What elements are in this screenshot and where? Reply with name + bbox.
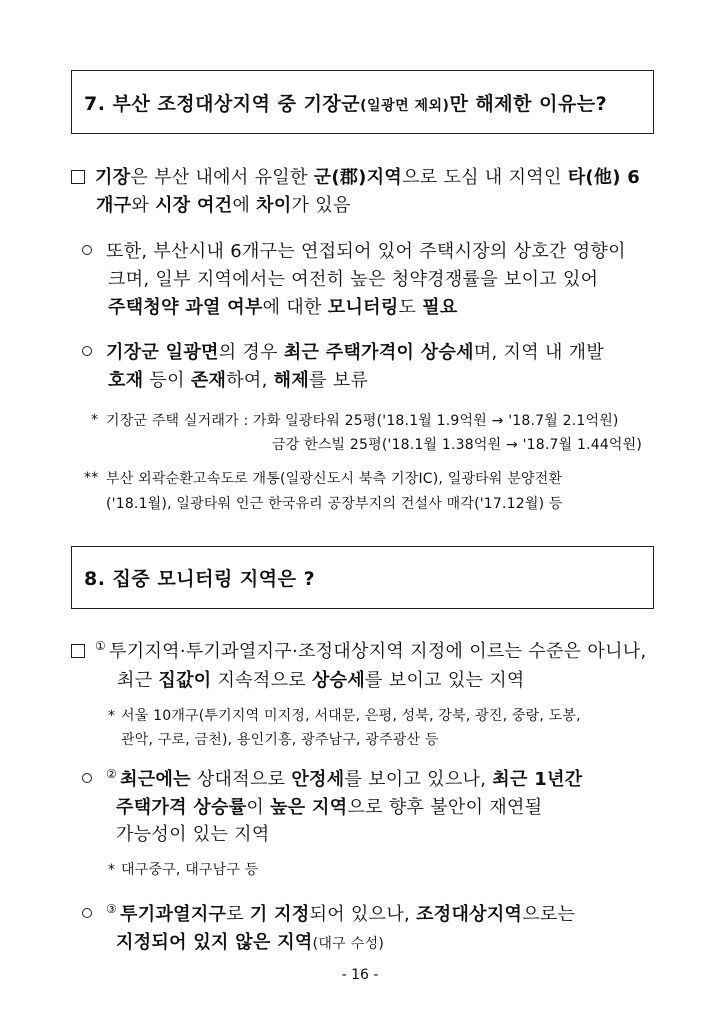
- s8-item1-note-line2: 관악, 구로, 금천), 용인기흥, 광주남구, 광주광산 등: [121, 732, 439, 748]
- s7-note1-line2: 금강 한스빌 25평('18.1월 1.38억원 → '18.7월 1.44억원): [272, 437, 643, 453]
- s7-note1-mark: *: [91, 412, 99, 428]
- circle-bullet-icon: [82, 908, 92, 918]
- s8-item1-note-line1: 서울 10개구(투기지역 미지정, 서대문, 은평, 성북, 강북, 광진, 중랑, 도봉,: [121, 708, 581, 724]
- s8-item1-line1: ① 투기지역·투기과열지구·조정대상지역 지정에 이르는 수준은 아니나,: [71, 637, 646, 663]
- circled-number-3: ③: [106, 902, 118, 916]
- s8-item2-note-mark: *: [108, 862, 116, 878]
- circle-bullet-icon: [82, 346, 92, 356]
- s7-sub1-line1: 또한, 부산시내 6개구는 연접되어 있어 주택시장의 상호간 영향이: [82, 237, 626, 263]
- s7-sub2-line2: 호재 등이 존재하여, 해제를 보류: [108, 370, 369, 391]
- s8-item2-line2: 주택가격 상승률이 높은 지역으로 향후 불안이 재연될: [116, 797, 543, 818]
- square-bullet-icon: [71, 644, 85, 658]
- s7-note2-line1: 부산 외곽순환고속도로 개통(일광신도시 북측 기장IC), 일광타워 분양전환: [106, 471, 563, 487]
- s8-item1-line2: 최근 집값이 지속적으로 상승세를 보이고 있는 지역: [117, 670, 525, 691]
- circle-bullet-icon: [82, 773, 92, 783]
- s7-note1-line1: 기장군 주택 실거래가 : 가화 일광타워 25평('18.1월 1.9억원 → '18.7월 2.1억원): [106, 413, 619, 429]
- section8-heading: 8. 집중 모니터링 지역은 ?: [84, 568, 316, 590]
- s7-bullet1-line2: 개구와 시장 여건에 차이가 있음: [96, 195, 351, 216]
- s7-note2-mark: **: [84, 470, 99, 486]
- circled-number-1: ①: [95, 639, 107, 653]
- s8-item2-note-line1: 대구중구, 대구남구 등: [121, 862, 259, 878]
- s7-sub1-line2: 크며, 일부 지역에서는 여전히 높은 청약경쟁률을 보이고 있어: [108, 269, 599, 290]
- s7-note2-line2: ('18.1월), 일광타워 인근 한국유리 공장부지의 건설사 매각('17.12월) 등: [106, 496, 563, 512]
- s7-sub2-line1: 기장군 일광면의 경우 최근 주택가격이 상승세며, 지역 내 개발: [82, 338, 604, 364]
- s8-item3-line1: ③ 투기과열지구로 기 지정되어 있으나, 조정대상지역으로는: [82, 900, 575, 926]
- square-bullet-icon: [71, 170, 85, 184]
- circled-number-2: ②: [106, 767, 118, 781]
- page-number: - 16 -: [341, 967, 379, 983]
- s8-item3-line2: 지정되어 있지 않은 지역(대구 수성): [116, 932, 385, 953]
- section8-heading-box: [71, 546, 654, 609]
- s7-bullet1-line1: 기장은 부산 내에서 유일한 군(郡)지역으로 도심 내 지역인 타(他) 6: [71, 163, 640, 189]
- circle-bullet-icon: [82, 245, 92, 255]
- section7-heading-box: [71, 70, 654, 134]
- s8-item2-line3: 가능성이 있는 지역: [116, 824, 270, 845]
- s8-item1-note-mark: *: [108, 708, 116, 724]
- section7-heading: 7. 부산 조정대상지역 중 기장군(일광면 제외)만 해제한 이유는?: [84, 92, 608, 115]
- s7-sub1-line3: 주택청약 과열 여부에 대한 모니터링도 필요: [108, 297, 458, 318]
- s8-item2-line1: ② 최근에는 상대적으로 안정세를 보이고 있으나, 최근 1년간: [82, 765, 582, 791]
